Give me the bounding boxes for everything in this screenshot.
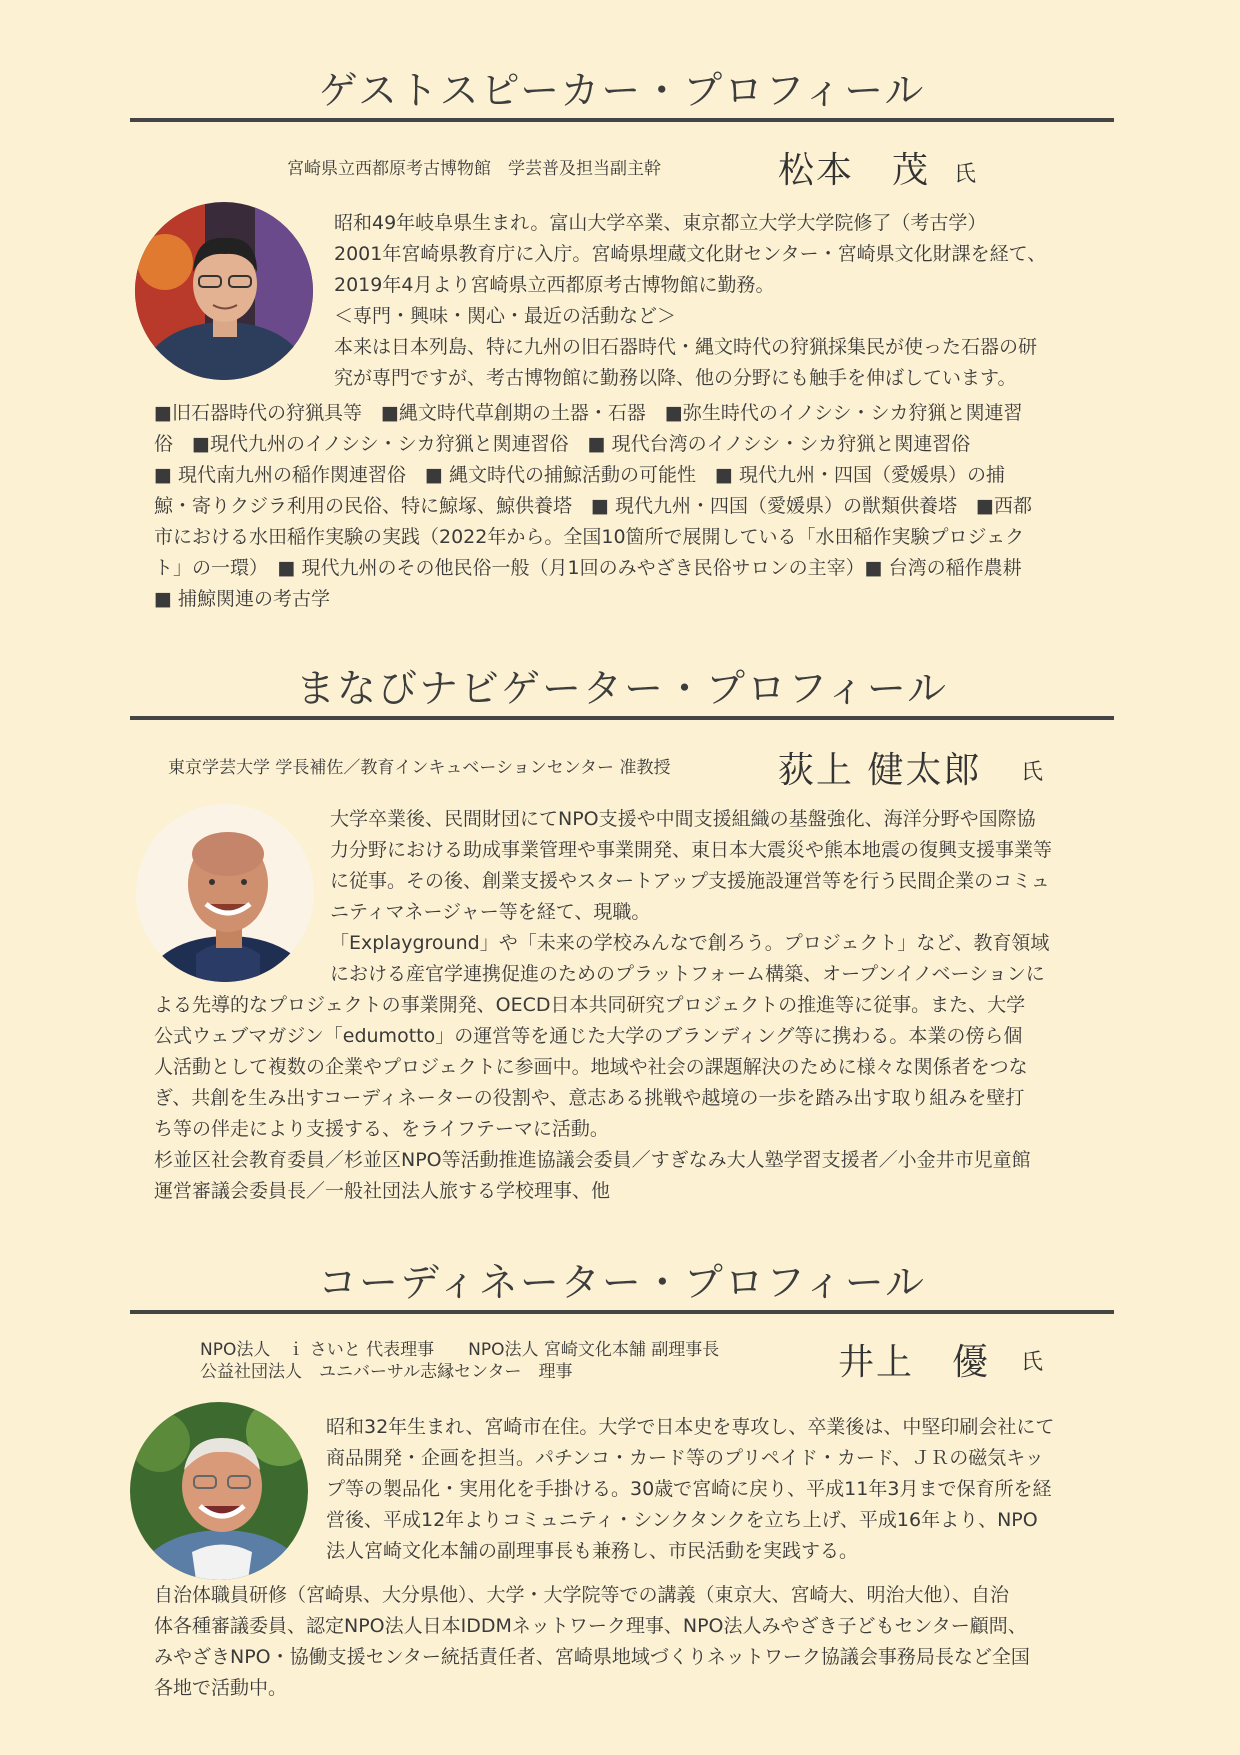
heading-divider	[130, 118, 1114, 122]
activity-line: 鯨・寄りクジラ利用の民俗、特に鯨塚、鯨供養塔 ■ 現代九州・四国（愛媛県）の獣類供養塔 ■西都	[154, 495, 1032, 517]
bio-line: 営後、平成12年よりコミュニティ・シンクタンクを立ち上げ、平成16年より、NPO	[326, 1509, 1038, 1531]
navigator-activities	[154, 990, 1134, 1207]
honorific: 氏	[1021, 1350, 1044, 1375]
honorific: 氏	[954, 162, 977, 187]
honorific: 氏	[1021, 760, 1044, 785]
bio-line: プ等の製品化・実用化を手掛ける。30歳で宮崎に戻り、平成11年3月まで保育所を経	[326, 1478, 1052, 1500]
coordinator-activities	[154, 1580, 1134, 1704]
activity-line: ち等の伴走により支援する、をライフテーマに活動。	[154, 1118, 609, 1140]
section-heading: まなびナビゲーター・プロフィール	[295, 667, 949, 712]
bio-line: 昭和49年岐阜県生まれ。富山大学卒業、東京都立大学大学院修了（考古学）	[334, 212, 987, 234]
bio-line: 力分野における助成事業管理や事業開発、東日本大震災や熊本地震の復興支援事業等	[330, 839, 1053, 861]
activity-line: ■旧石器時代の狩猟具等 ■縄文時代草創期の土器・石器 ■弥生時代のイノシシ・シカ狩猟と関連習	[154, 402, 1023, 424]
activity-line: みやざきNPO・協働支援センター統括責任者、宮崎県地域づくりネットワーク協議会事務局長など全国	[154, 1646, 1030, 1668]
speaker-bio	[334, 208, 1124, 394]
activity-line: 公式ウェブマガジン「edumotto」の運営等を通じた大学のブランディング等に携わる。本業の傍ら個	[154, 1025, 1023, 1047]
coordinator-affiliation-line-1: NPO法人 ｉ さいと 代表理事 NPO法人 宮崎文化本舗 副理事長	[200, 1340, 720, 1360]
speaker-activities	[154, 398, 1134, 615]
coordinator-name: 井上 優	[838, 1342, 991, 1383]
bio-line: ニティマネージャー等を経て、現職。	[330, 901, 651, 923]
coordinator-affiliation-line-2: 公益社団法人 ユニバーサル志縁センター 理事	[200, 1362, 573, 1382]
activity-line: 俗 ■現代九州のイノシシ・シカ狩猟と関連習俗 ■ 現代台湾のイノシシ・シカ狩猟と関連習俗	[154, 433, 971, 455]
activity-line: 各地で活動中。	[154, 1677, 288, 1699]
speaker-photo	[135, 202, 313, 380]
activity-line: ト」の一環） ■ 現代九州のその他民俗一般（月1回のみやざき民俗サロンの主宰）■ 台湾の稲作農耕	[154, 557, 1022, 579]
coordinator-bio	[326, 1412, 1136, 1567]
bio-line: 法人宮崎文化本舗の副理事長も兼務し、市民活動を実践する。	[326, 1540, 859, 1562]
bio-line: における産官学連携促進のためのプラットフォーム構築、オープンイノベーションに	[330, 963, 1045, 985]
activity-line: よる先導的なプロジェクトの事業開発、OECD日本共同研究プロジェクトの推進等に従事。また、大学	[154, 994, 1026, 1016]
bio-line: 「Explayground」や「未来の学校みんなで創ろう。プロジェクト」など、教育領域	[330, 932, 1050, 954]
activity-line: 体各種審議委員、認定NPO法人日本IDDMネットワーク理事、NPO法人みやざき子どもセンター顧問、	[154, 1615, 1027, 1637]
heading-divider	[130, 1310, 1114, 1314]
activity-line: 運営審議会委員長／一般社団法人旅する学校理事、他	[154, 1180, 611, 1202]
navigator-name: 荻上 健太郎	[778, 750, 982, 791]
bio-line: 本来は日本列島、特に九州の旧石器時代・縄文時代の狩猟採集民が使った石器の研	[334, 336, 1038, 358]
section-heading: コーディネーター・プロフィール	[318, 1261, 926, 1306]
coordinator-photo	[130, 1402, 308, 1580]
activity-line: ■ 現代南九州の稲作関連習俗 ■ 縄文時代の捕鯨活動の可能性 ■ 現代九州・四国（愛媛県）の捕	[154, 464, 1005, 486]
bio-line: ＜専門・興味・関心・最近の活動など＞	[334, 305, 677, 327]
activity-line: 自治体職員研修（宮崎県、大分県他）、大学・大学院等での講義（東京大、宮崎大、明治大他）、自治	[154, 1584, 1010, 1606]
activity-line: 人活動として複数の企業やプロジェクトに参画中。地域や社会の課題解決のために様々な関係者をつな	[154, 1056, 1028, 1078]
activity-line: ■ 捕鯨関連の考古学	[154, 588, 330, 610]
bio-line: 究が専門ですが、考古博物館に勤務以降、他の分野にも触手を伸ばしています。	[334, 367, 1017, 389]
heading-divider	[130, 716, 1114, 720]
speaker-affiliation: 宮崎県立西都原考古博物館 学芸普及担当副主幹	[287, 159, 661, 179]
speaker-name: 松本 茂	[778, 150, 931, 191]
activity-line: 市における水田稲作実験の実践（2022年から。全国10箇所で展開している「水田稲作実験プロジェク	[154, 526, 1025, 548]
activity-line: 杉並区社会教育委員／杉並区NPO等活動推進協議会委員／すぎなみ大人塾学習支援者／小金井市児童館	[154, 1149, 1031, 1171]
bio-line: 大学卒業後、民間財団にてNPO支援や中間支援組織の基盤強化、海洋分野や国際協	[330, 808, 1036, 830]
section-heading: ゲストスピーカー・プロフィール	[318, 69, 926, 114]
bio-line: 商品開発・企画を担当。パチンコ・カード等のプリペイド・カード、ＪＲの磁気キッ	[326, 1447, 1044, 1469]
navigator-photo	[136, 804, 314, 982]
navigator-affiliation: 東京学芸大学 学長補佐／教育インキュベーションセンター 准教授	[168, 758, 671, 778]
bio-line: に従事。その後、創業支援やスタートアップ支援施設運営等を行う民間企業のコミュ	[330, 870, 1050, 892]
bio-line: 2001年宮崎県教育庁に入庁。宮崎県埋蔵文化財センター・宮崎県文化財課を経て、	[334, 243, 1047, 265]
navigator-bio	[330, 804, 1130, 990]
bio-line: 2019年4月より宮崎県立西都原考古博物館に勤務。	[334, 274, 775, 296]
bio-line: 昭和32年生まれ、宮崎市在住。大学で日本史を専攻し、卒業後は、中堅印刷会社にて	[326, 1416, 1055, 1438]
activity-line: ぎ、共創を生み出すコーディネーターの役割や、意志ある挑戦や越境の一歩を踏み出す取り組みを壁打	[154, 1087, 1025, 1109]
